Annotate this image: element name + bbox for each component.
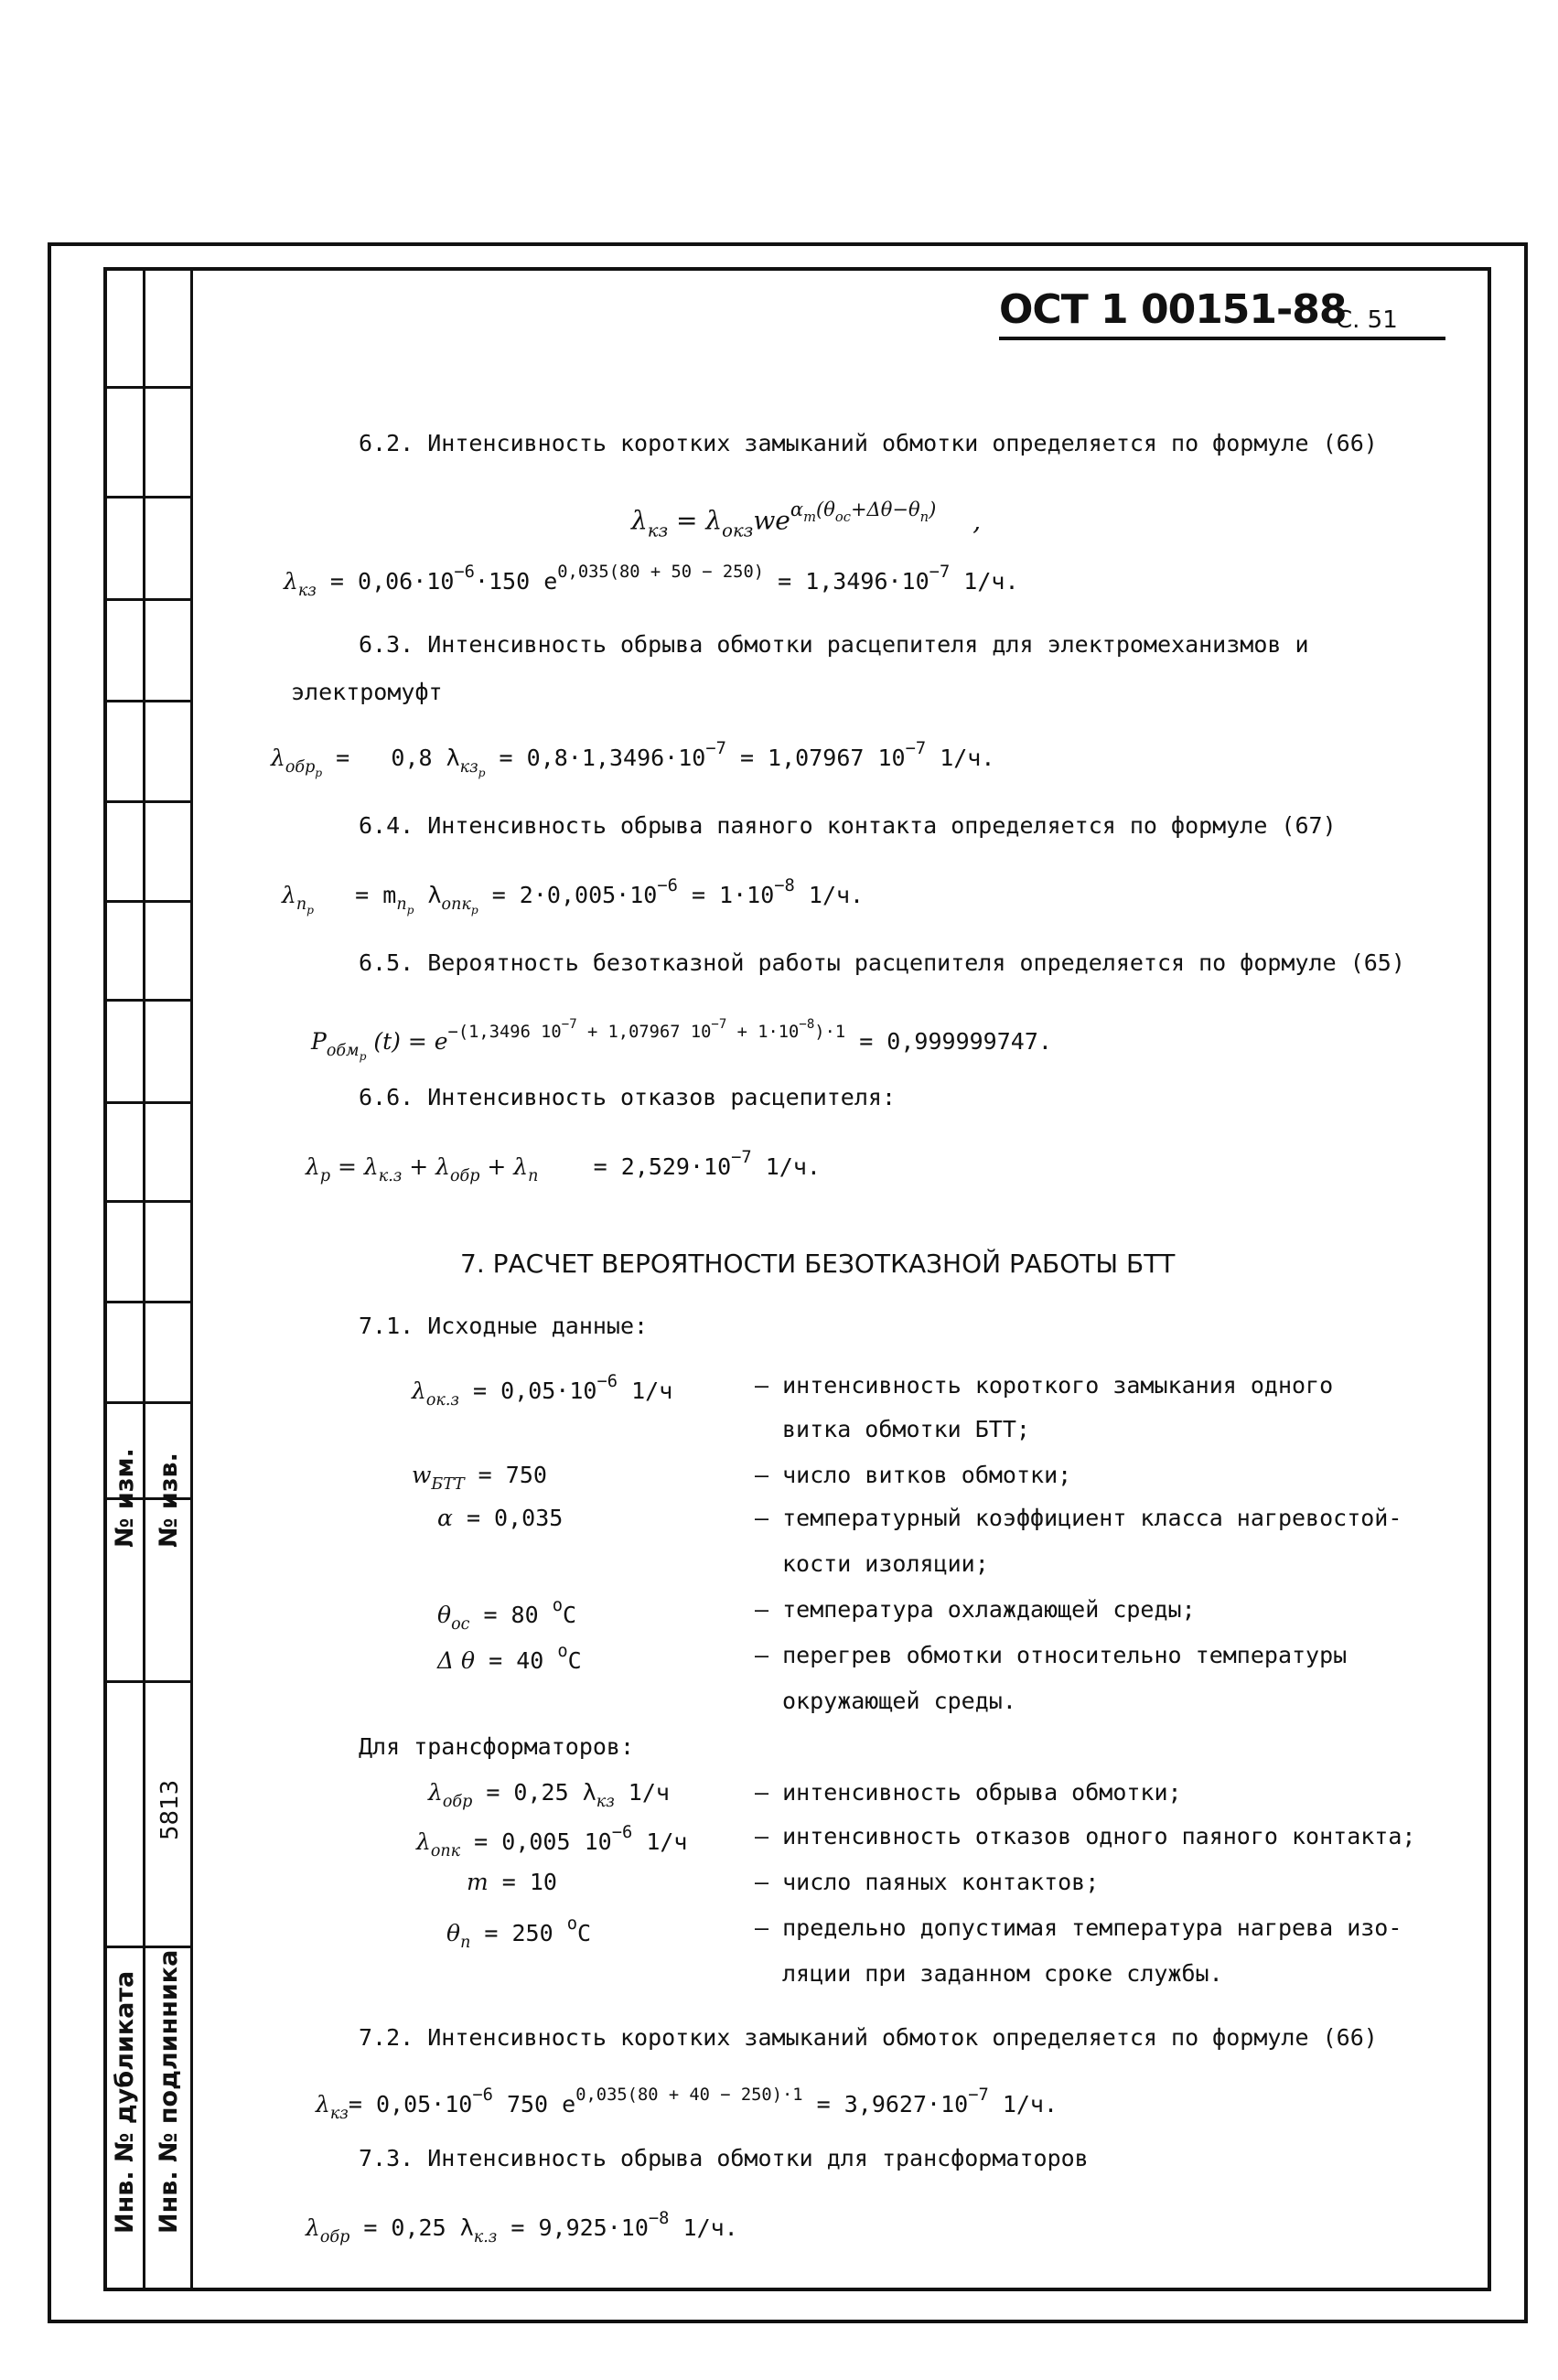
param-w-btt-desc: – число витков обмотки;	[755, 1462, 1072, 1488]
duplicate-inventory-label: Инв. № дубликата	[111, 1970, 139, 2234]
transformers-label: Для трансформаторов:	[359, 1733, 635, 1760]
param-theta-oc-desc: – температура охлаждающей среды;	[755, 1596, 1196, 1623]
param-delta-theta-desc-cont: окружающей среды.	[782, 1688, 1016, 1714]
param-lambda-opk: $\lambda_{опк} = 0,005$ $10^{-6}$ 1/ч	[416, 1823, 688, 1861]
param-lambda-okz-desc-cont: витка обмотки БТТ;	[782, 1416, 1030, 1442]
original-inventory-label: Инв. № подлинника	[155, 1949, 183, 2234]
section-7-1-text: 7.1. Исходные данные:	[359, 1313, 649, 1339]
strip-rule	[103, 800, 193, 803]
param-m: m = 10	[467, 1869, 557, 1895]
param-m-desc: – число паяных контактов;	[755, 1869, 1100, 1895]
param-theta-oc: $\theta_{ос} = 80$ $^o$С	[437, 1596, 577, 1635]
param-alpha-desc: – температурный коэффициент класса нагревостой-	[755, 1505, 1402, 1531]
section-7-3-calculation: $\lambda_{обр} = 0,25$ $\lambda_{к.з} = 9,925\cdot 10^{-8}$ 1/ч.	[306, 2209, 738, 2247]
strip-divider	[190, 267, 193, 2291]
param-alpha-desc-cont: кости изоляции;	[782, 1550, 989, 1577]
section-7-title: 7. РАСЧЕТ ВЕРОЯТНОСТИ БЕЗОТКАЗНОЙ РАБОТЫ БТТ	[460, 1249, 1176, 1279]
param-lambda-okz-desc: – интенсивность короткого замыкания одного	[755, 1372, 1334, 1399]
param-delta-theta: Δ θ = 40 $^o$С	[437, 1642, 582, 1675]
param-w-btt: $w_{БТТ} = 750$	[412, 1462, 547, 1494]
page-number: С. 51	[1336, 306, 1398, 334]
document-code: ОСТ 1 00151-88	[999, 286, 1347, 333]
strip-rule	[103, 1101, 193, 1104]
section-6-2-calculation: $\lambda_{кз} = 0,06\cdot 10^{-6}\cdot 150$ $e^{0,035(80 + 50 - 250)} = 1,3496\cdot 10^{-7}$ 1/ч.	[284, 563, 1019, 601]
param-theta-p: $\theta_п = 250$ $^o$С	[446, 1914, 592, 1953]
section-6-4-calculation: $\lambda_{п_р} = m_{п_р}$ $\lambda_{опк_р} = 2\cdot 0,005\cdot 10^{-6} = 1\cdot 10^{-8}$ 1/ч.	[282, 876, 865, 917]
header-rule	[999, 337, 1445, 340]
margin-stamp-strip	[103, 267, 193, 2291]
strip-rule	[103, 496, 193, 499]
section-6-6-calculation: $\lambda_р = \lambda_{к.з} + \lambda_{обр} + \lambda_п$ = $2,529\cdot 10^{-7}$ 1/ч.	[306, 1148, 821, 1186]
section-6-5-calculation: $P_{обм_р}$ $(t) = e^{-(1,3496 10^{-7} + 1,07967 10^{-7} + 1\cdot 10^{-8})\cdot 1} = 0,999999747$.	[311, 1017, 1052, 1063]
section-6-6-text: 6.6. Интенсивность отказов расцепителя:	[359, 1084, 896, 1110]
izv-label: № изв.	[155, 1453, 183, 1548]
strip-rule	[103, 999, 193, 1002]
strip-rule	[103, 598, 193, 601]
izm-label: № изм.	[111, 1448, 139, 1548]
section-6-3-calculation: $\lambda_{обр_р}$ = 0,8 $\lambda_{кз_р} = 0,8\cdot 1,3496\cdot 10^{-7} = 1,07967$ $10^{-7}$ 1/ч.	[271, 739, 995, 780]
param-delta-theta-desc: – перегрев обмотки относительно температуры	[755, 1642, 1348, 1668]
param-alpha: α = 0,035	[437, 1505, 564, 1531]
section-7-3-text: 7.3. Интенсивность обрыва обмотки для трансформаторов	[359, 2145, 1089, 2171]
strip-rule	[103, 1401, 193, 1404]
param-theta-p-desc: – предельно допустимая температура нагрева изо-	[755, 1914, 1402, 1941]
strip-rule	[103, 386, 193, 389]
section-7-2-calculation: $\lambda_{кз}= 0,05\cdot 10^{-6}$ 750 $e^{0,035(80 + 40 - 250)\cdot 1} = 3,9627\cdot 10^{-7}$ 1/ч.	[316, 2085, 1058, 2124]
section-7-2-text: 7.2. Интенсивность коротких замыканий обмоток определяется по формуле (66)	[359, 2024, 1378, 2051]
original-inventory-number: 5813	[156, 1779, 184, 1840]
section-6-4-text: 6.4. Интенсивность обрыва паяного контакта определяется по формуле (67)	[359, 812, 1337, 839]
param-lambda-obr-desc: – интенсивность обрыва обмотки;	[755, 1779, 1182, 1806]
param-theta-p-desc-cont: ляции при заданном сроке службы.	[782, 1960, 1223, 1987]
param-lambda-obr: $\lambda_{обр} = 0,25$ $\lambda_{кз}$ 1/ч	[428, 1779, 670, 1811]
param-lambda-okz: $\lambda_{ок.з} = 0,05\cdot 10^{-6}$ 1/ч	[412, 1372, 673, 1410]
formula-66: $\lambda_{кз} = \lambda_{окз}we^{\alpha_т(\theta_{ос}+\Delta\theta-\theta_п)}$ ,	[631, 499, 982, 541]
section-6-3-text-cont: электромуфт	[291, 679, 443, 705]
strip-divider	[143, 267, 145, 2291]
strip-rule	[103, 1200, 193, 1203]
strip-rule	[103, 1301, 193, 1303]
section-6-2-text: 6.2. Интенсивность коротких замыканий обмотки определяется по формуле (66)	[359, 430, 1378, 456]
strip-rule	[103, 1680, 193, 1683]
strip-rule	[103, 700, 193, 702]
strip-rule	[103, 1946, 193, 1948]
param-lambda-opk-desc: – интенсивность отказов одного паяного контакта;	[755, 1823, 1416, 1849]
section-6-3-text: 6.3. Интенсивность обрыва обмотки расцепителя для электромеханизмов и	[359, 631, 1309, 658]
strip-rule	[103, 900, 193, 903]
section-6-5-text: 6.5. Вероятность безотказной работы расцепителя определяется по формуле (65)	[359, 949, 1405, 976]
